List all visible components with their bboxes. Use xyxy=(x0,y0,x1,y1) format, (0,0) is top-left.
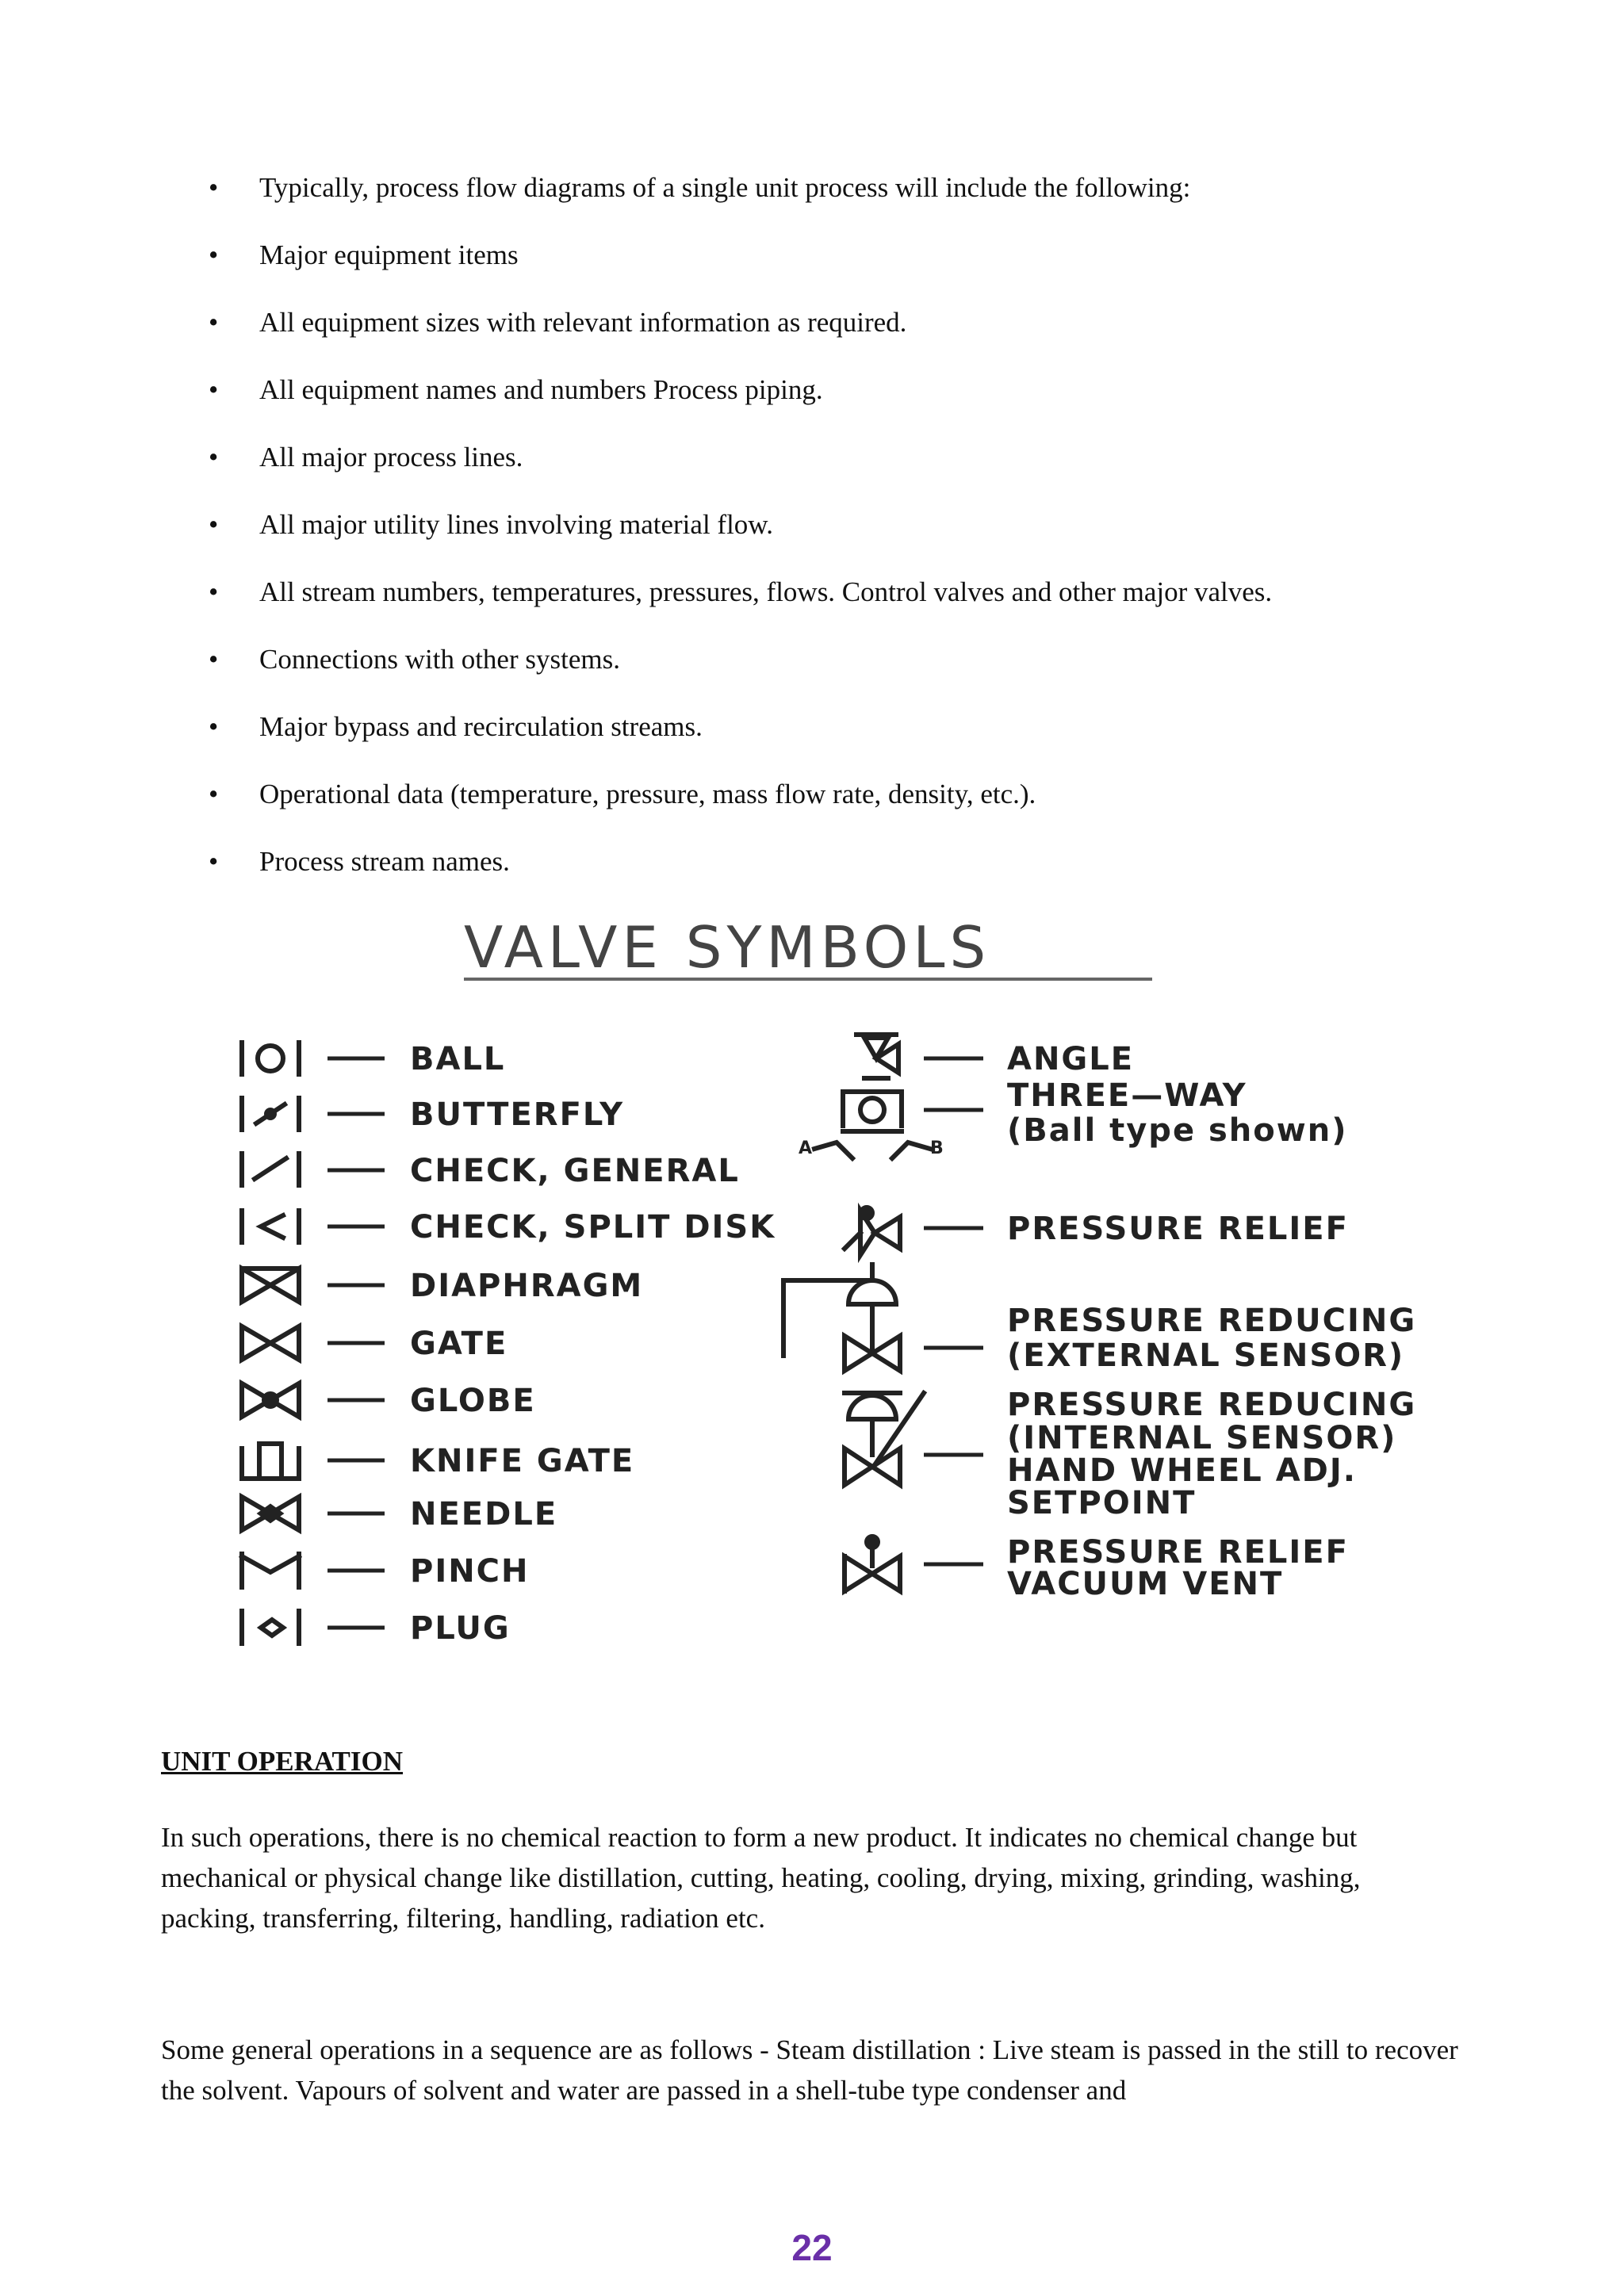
label-pressure-reducing-ext: PRESSURE REDUCING xyxy=(1007,1303,1417,1339)
globe-valve-icon xyxy=(242,1383,299,1417)
bullet-item: • All major utility lines involving material flow. xyxy=(209,491,1477,558)
label-three-way: THREE—WAY xyxy=(1007,1077,1247,1114)
label-needle: NEEDLE xyxy=(410,1496,558,1533)
label-check-split-disk: CHECK, SPLIT DISK xyxy=(410,1209,776,1246)
bullet-item: • Operational data (temperature, pressure, mass flow rate, density, etc.). xyxy=(209,760,1477,828)
port-a-label: A xyxy=(799,1138,814,1158)
pressure-reducing-external-icon xyxy=(783,1265,900,1371)
knife-gate-valve-icon xyxy=(242,1444,299,1479)
pressure-reducing-internal-icon xyxy=(845,1393,924,1485)
needle-valve-icon xyxy=(242,1497,299,1530)
bullet-item: • Process stream names. xyxy=(209,828,1477,895)
bullet-item: • Connections with other systems. xyxy=(209,626,1477,693)
bullet-item: • All stream numbers, temperatures, pressures, flows. Control valves and other major valves. xyxy=(209,558,1477,626)
label-external-sensor: (EXTERNAL SENSOR) xyxy=(1007,1337,1405,1374)
label-plug: PLUG xyxy=(410,1610,511,1647)
label-pressure-reducing-int: PRESSURE REDUCING xyxy=(1007,1387,1417,1423)
bullet-item: • Major equipment items xyxy=(209,221,1477,289)
leader-lines-right xyxy=(924,1058,983,1564)
label-globe: GLOBE xyxy=(410,1383,536,1419)
three-way-valve-icon xyxy=(814,1092,930,1158)
leader-lines-left xyxy=(327,1058,385,1628)
label-hand-wheel: HAND WHEEL ADJ. xyxy=(1007,1452,1357,1489)
paragraph-general-operations: Some general operations in a sequence are as follows - Steam distillation : Live steam is passed in the still to recover the solvent. Vapours of solvent and water are passed in a shell-tube type condenser and xyxy=(161,2034,1458,2106)
bullet-item: • All equipment sizes with relevant information as required. xyxy=(209,289,1477,356)
gate-valve-icon xyxy=(242,1326,299,1360)
butterfly-valve-icon xyxy=(242,1098,299,1130)
plug-valve-icon xyxy=(242,1611,299,1644)
label-pressure-relief-2: PRESSURE RELIEF xyxy=(1007,1534,1349,1571)
bullet-list xyxy=(209,154,1477,895)
label-gate: GATE xyxy=(410,1326,508,1362)
label-pinch: PINCH xyxy=(410,1553,530,1590)
paragraph-unit-operation: In such operations, there is no chemical reaction to form a new product. It indicates no chemical change but mechanical or physical change like distillation, cutting, heating, cooling, drying, mixing, grinding, washing, packing, transferring, filtering, handling, radiation etc. xyxy=(161,1822,1361,1934)
label-angle: ANGLE xyxy=(1007,1041,1135,1077)
bullet-item: • All equipment names and numbers Process piping. xyxy=(209,356,1477,423)
check-valve-icon xyxy=(242,1154,299,1185)
label-butterfly: BUTTERFLY xyxy=(410,1096,625,1133)
label-internal-sensor: (INTERNAL SENSOR) xyxy=(1007,1420,1397,1456)
label-diaphragm: DIAPHRAGM xyxy=(410,1268,644,1304)
label-check-general: CHECK, GENERAL xyxy=(410,1153,740,1189)
angle-valve-icon xyxy=(856,1035,898,1078)
valve-symbols-diagram xyxy=(226,908,1487,1657)
pressure-relief-valve-icon xyxy=(845,1207,900,1255)
section-heading: UNIT OPERATION xyxy=(161,1746,404,1777)
page-number: 22 xyxy=(791,2227,833,2268)
label-ball: BALL xyxy=(410,1041,506,1077)
valve-symbols-figure xyxy=(226,908,1487,1657)
pressure-relief-vacuum-vent-icon xyxy=(845,1536,900,1591)
ball-valve-icon xyxy=(242,1043,299,1074)
label-setpoint: SETPOINT xyxy=(1007,1485,1197,1521)
label-pressure-relief: PRESSURE RELIEF xyxy=(1007,1211,1349,1247)
bullet-item: • All major process lines. xyxy=(209,423,1477,491)
pinch-valve-icon xyxy=(242,1554,299,1587)
diaphragm-valve-icon xyxy=(242,1269,299,1302)
label-three-way-note: (Ball type shown) xyxy=(1007,1112,1348,1149)
figure-title: VALVE SYMBOLS xyxy=(464,914,991,981)
bullet-item: • Major bypass and recirculation streams. xyxy=(209,693,1477,760)
label-vacuum-vent: VACUUM VENT xyxy=(1007,1566,1284,1602)
label-knife-gate: KNIFE GATE xyxy=(410,1443,635,1479)
bullet-item: • Typically, process flow diagrams of a single unit process will include the following: xyxy=(209,154,1477,221)
port-b-label: B xyxy=(930,1138,945,1158)
split-disk-check-valve-icon xyxy=(242,1211,299,1242)
